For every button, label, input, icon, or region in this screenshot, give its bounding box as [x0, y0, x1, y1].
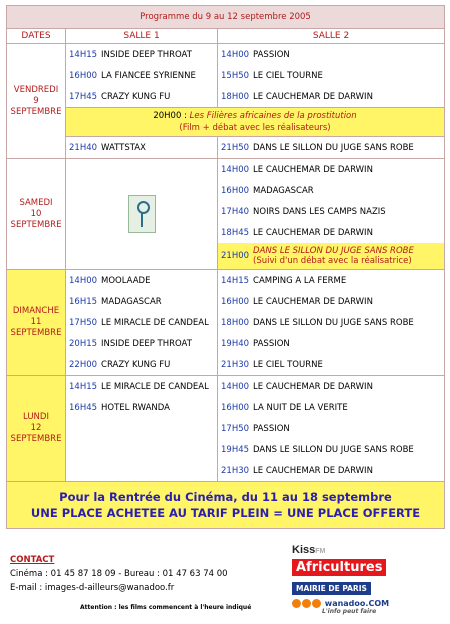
showing: 18H00 LE CAUCHEMAR DE DARWIN [221, 91, 373, 102]
schedule-title: Programme du 9 au 12 septembre 2005 [7, 6, 445, 29]
day-monday: LUNDI 12 SEPTEMBRE [7, 376, 66, 482]
salle1-friday [66, 44, 218, 108]
day-saturday: SAMEDI 10 SEPTEMBRE [7, 159, 66, 270]
showing: 14H15 LE MIRACLE DE CANDEAL [69, 381, 209, 392]
showing: 19H45 DANS LE SILLON DU JUGE SANS ROBE [221, 444, 414, 455]
showing: 18H00 DANS LE SILLON DU JUGE SANS ROBE [221, 317, 414, 328]
showing: 17H40 NOIRS DANS LES CAMPS NAZIS [221, 206, 386, 217]
schedule-table [6, 5, 445, 529]
festival-poster-image [128, 195, 156, 233]
showing: 17H50 PASSION [221, 423, 290, 434]
showing: 21H50 DANS LE SILLON DU JUGE SANS ROBE [221, 142, 414, 153]
showing: 17H50 LE MIRACLE DE CANDEAL [69, 317, 209, 328]
salle2-monday [218, 376, 445, 482]
wanadoo-logo: wanadoo.COM L'info peut faire [292, 599, 422, 615]
contact-title: CONTACT [10, 555, 55, 565]
showing: 16H00 LA NUIT DE LA VERITE [221, 402, 348, 413]
showing: 14H15 CAMPING A LA FERME [221, 275, 347, 286]
showing: 16H45 HOTEL RWANDA [69, 402, 170, 413]
showing: 14H00 LE CAUCHEMAR DE DARWIN [221, 164, 373, 175]
salle2-friday [218, 44, 445, 108]
showing: 16H15 MADAGASCAR [69, 296, 162, 307]
africultures-logo: Africultures [292, 559, 386, 576]
showing: 14H15 INSIDE DEEP THROAT [69, 49, 192, 60]
sponsor-logos [292, 544, 422, 615]
salle1-monday [66, 376, 218, 482]
showing: 21H30 LE CIEL TOURNE [221, 359, 323, 370]
header-salle-2: SALLE 2 [218, 29, 445, 44]
showing: 21H40 WATTSTAX [69, 142, 146, 153]
header-dates: DATES [7, 29, 66, 44]
day-friday: VENDREDI 9 SEPTEMBRE [7, 44, 66, 159]
contact-phones: Cinéma : 01 45 87 18 09 - Bureau : 01 47 63 74 00 [10, 569, 228, 579]
showing: 17H45 CRAZY KUNG FU [69, 91, 171, 102]
showing: 18H45 LE CAUCHEMAR DE DARWIN [221, 227, 373, 238]
showing: 21H30 LE CAUCHEMAR DE DARWIN [221, 465, 373, 476]
showing: 14H00 MOOLAADE [69, 275, 151, 286]
showing: 16H00 MADAGASCAR [221, 185, 314, 196]
showing: 14H00 PASSION [221, 49, 290, 60]
showing: 14H00 LE CAUCHEMAR DE DARWIN [221, 381, 373, 392]
salle1-saturday [66, 159, 218, 270]
showing: 22H00 CRAZY KUNG FU [69, 359, 171, 370]
showing: 16H00 LA FIANCEE SYRIENNE [69, 70, 196, 81]
contact-email[interactable]: E-mail : images-d-ailleurs@wanadoo.fr [10, 583, 175, 593]
salle2-saturday [218, 159, 445, 270]
salle2-sunday [218, 270, 445, 376]
header-salle-1: SALLE 1 [66, 29, 218, 44]
kiss-fm-logo: KissFM [292, 544, 326, 556]
promo-banner: Pour la Rentrée du Cinéma, du 11 au 18 septembre UNE PLACE ACHETEE AU TARIF PLEIN = UNE PLACE OFFERTE [7, 482, 445, 529]
showing: 15H50 LE CIEL TOURNE [221, 70, 323, 81]
mairie-de-paris-logo: MAIRIE DE PARIS [292, 582, 371, 595]
start-time-note: Attention : les films commencent à l'heure indiqué [80, 604, 252, 611]
special-event-band: 20H00 : Les Filières africaines de la prostitution (Film + débat avec les réalisateurs) [66, 108, 445, 137]
salle1-sunday [66, 270, 218, 376]
day-sunday: DIMANCHE 11 SEPTEMBRE [7, 270, 66, 376]
showing: 16H00 LE CAUCHEMAR DE DARWIN [221, 296, 373, 307]
showing: 20H15 INSIDE DEEP THROAT [69, 338, 192, 349]
contact-block [10, 553, 228, 595]
showing: 19H40 PASSION [221, 338, 290, 349]
special-showing: 21H00 DANS LE SILLON DU JUGE SANS ROBE (Suivi d'un débat avec la réalisatrice) [218, 243, 444, 269]
